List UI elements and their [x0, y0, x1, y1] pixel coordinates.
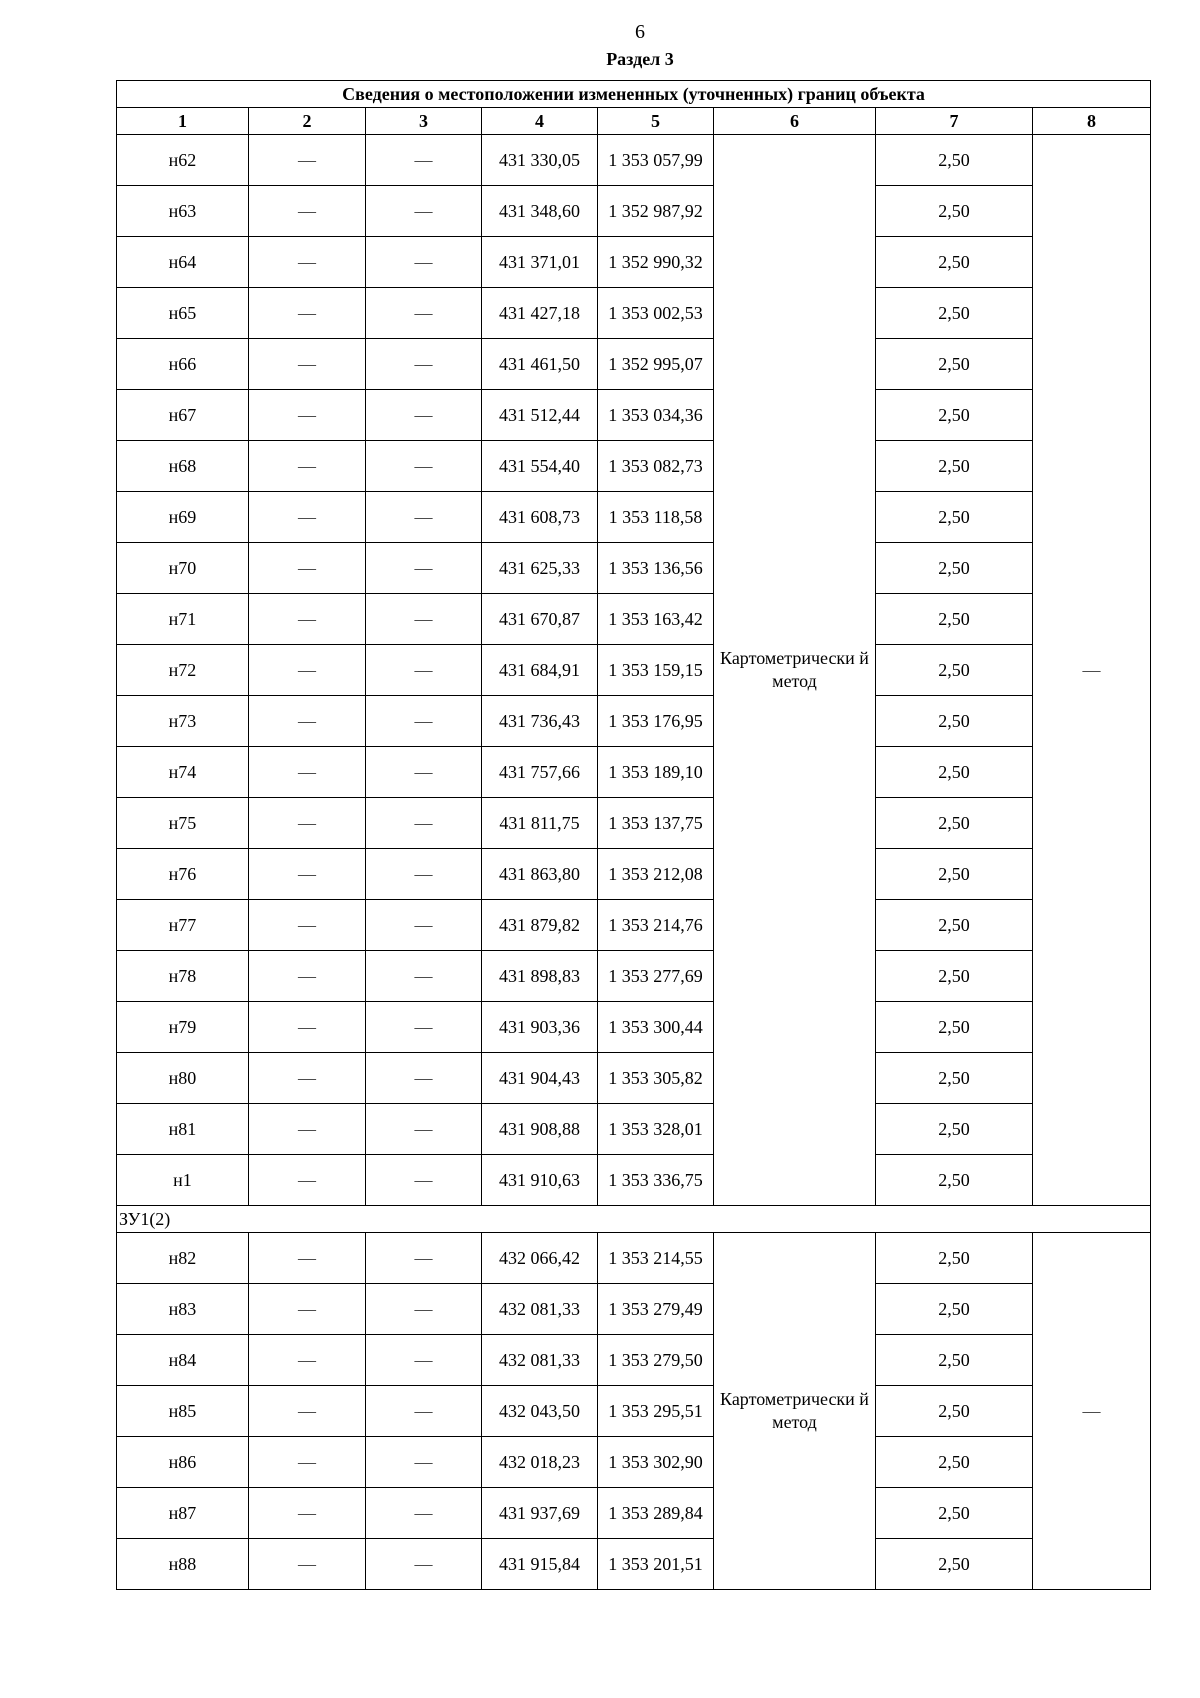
col2-value: —: [249, 186, 366, 237]
point-name: н84: [117, 1335, 249, 1386]
y-coordinate: 1 352 987,92: [598, 186, 714, 237]
col3-value: —: [366, 798, 482, 849]
y-coordinate: 1 353 118,58: [598, 492, 714, 543]
precision-value: 2,50: [876, 1437, 1033, 1488]
column-number: 3: [366, 108, 482, 135]
table-row: [117, 1104, 1151, 1155]
x-coordinate: 431 427,18: [482, 288, 598, 339]
table-row: [117, 1233, 1151, 1284]
y-coordinate: 1 353 305,82: [598, 1053, 714, 1104]
x-coordinate: 431 736,43: [482, 696, 598, 747]
column-number-row: [117, 108, 1151, 135]
col3-value: —: [366, 1386, 482, 1437]
point-name: н86: [117, 1437, 249, 1488]
point-name: н67: [117, 390, 249, 441]
point-name: н82: [117, 1233, 249, 1284]
y-coordinate: 1 353 214,76: [598, 900, 714, 951]
col3-value: —: [366, 186, 482, 237]
col3-value: —: [366, 849, 482, 900]
col3-value: —: [366, 900, 482, 951]
col2-value: —: [249, 1104, 366, 1155]
col2-value: —: [249, 696, 366, 747]
precision-value: 2,50: [876, 747, 1033, 798]
page-number: 6: [635, 21, 645, 43]
col3-value: —: [366, 237, 482, 288]
col3-value: —: [366, 492, 482, 543]
precision-value: 2,50: [876, 237, 1033, 288]
col2-value: —: [249, 798, 366, 849]
col3-value: —: [366, 390, 482, 441]
y-coordinate: 1 353 277,69: [598, 951, 714, 1002]
y-coordinate: 1 353 057,99: [598, 135, 714, 186]
x-coordinate: 431 757,66: [482, 747, 598, 798]
point-name: н81: [117, 1104, 249, 1155]
y-coordinate: 1 353 176,95: [598, 696, 714, 747]
group-label-row: [117, 1206, 1151, 1233]
x-coordinate: 431 915,84: [482, 1539, 598, 1590]
precision-value: 2,50: [876, 390, 1033, 441]
point-name: н87: [117, 1488, 249, 1539]
y-coordinate: 1 353 300,44: [598, 1002, 714, 1053]
col3-value: —: [366, 1437, 482, 1488]
point-name: н72: [117, 645, 249, 696]
x-coordinate: 432 018,23: [482, 1437, 598, 1488]
point-name: н71: [117, 594, 249, 645]
table-row: [117, 390, 1151, 441]
table-row: [117, 492, 1151, 543]
point-name: н65: [117, 288, 249, 339]
point-name: н63: [117, 186, 249, 237]
x-coordinate: 431 811,75: [482, 798, 598, 849]
group-label: ЗУ1(2): [117, 1206, 1151, 1233]
y-coordinate: 1 353 295,51: [598, 1386, 714, 1437]
precision-value: 2,50: [876, 594, 1033, 645]
column-number: 5: [598, 108, 714, 135]
col8-value: —: [1033, 135, 1151, 1206]
method-cell: Картометрически й метод: [714, 135, 876, 1206]
column-number: 1: [117, 108, 249, 135]
x-coordinate: 431 670,87: [482, 594, 598, 645]
col2-value: —: [249, 492, 366, 543]
table-row: [117, 1539, 1151, 1590]
col2-value: —: [249, 1002, 366, 1053]
precision-value: 2,50: [876, 1386, 1033, 1437]
column-number: 8: [1033, 108, 1151, 135]
col3-value: —: [366, 1233, 482, 1284]
col2-value: —: [249, 1539, 366, 1590]
precision-value: 2,50: [876, 1539, 1033, 1590]
col3-value: —: [366, 135, 482, 186]
x-coordinate: 431 608,73: [482, 492, 598, 543]
col2-value: —: [249, 1335, 366, 1386]
y-coordinate: 1 353 159,15: [598, 645, 714, 696]
method-cell: Картометрически й метод: [714, 1233, 876, 1590]
y-coordinate: 1 353 289,84: [598, 1488, 714, 1539]
point-name: н68: [117, 441, 249, 492]
precision-value: 2,50: [876, 1488, 1033, 1539]
x-coordinate: 431 937,69: [482, 1488, 598, 1539]
y-coordinate: 1 353 214,55: [598, 1233, 714, 1284]
precision-value: 2,50: [876, 135, 1033, 186]
y-coordinate: 1 353 189,10: [598, 747, 714, 798]
point-name: н83: [117, 1284, 249, 1335]
col3-value: —: [366, 1053, 482, 1104]
col3-value: —: [366, 594, 482, 645]
col2-value: —: [249, 747, 366, 798]
column-number: 7: [876, 108, 1033, 135]
precision-value: 2,50: [876, 543, 1033, 594]
point-name: н70: [117, 543, 249, 594]
x-coordinate: 431 461,50: [482, 339, 598, 390]
table-row: [117, 441, 1151, 492]
x-coordinate: 431 904,43: [482, 1053, 598, 1104]
x-coordinate: 431 348,60: [482, 186, 598, 237]
y-coordinate: 1 353 034,36: [598, 390, 714, 441]
table-row: [117, 1335, 1151, 1386]
col2-value: —: [249, 951, 366, 1002]
point-name: н1: [117, 1155, 249, 1206]
y-coordinate: 1 353 137,75: [598, 798, 714, 849]
x-coordinate: 432 081,33: [482, 1335, 598, 1386]
point-name: н74: [117, 747, 249, 798]
table-row: [117, 1155, 1151, 1206]
table-row: [117, 645, 1151, 696]
col3-value: —: [366, 1104, 482, 1155]
y-coordinate: 1 353 136,56: [598, 543, 714, 594]
y-coordinate: 1 353 328,01: [598, 1104, 714, 1155]
x-coordinate: 431 371,01: [482, 237, 598, 288]
precision-value: 2,50: [876, 492, 1033, 543]
table-row: [117, 1437, 1151, 1488]
col2-value: —: [249, 900, 366, 951]
table-row: [117, 186, 1151, 237]
boundary-coordinates-table: [116, 80, 1151, 1590]
col2-value: —: [249, 390, 366, 441]
x-coordinate: 432 081,33: [482, 1284, 598, 1335]
x-coordinate: 431 554,40: [482, 441, 598, 492]
col3-value: —: [366, 951, 482, 1002]
table-row: [117, 849, 1151, 900]
table-row: [117, 339, 1151, 390]
col3-value: —: [366, 339, 482, 390]
col3-value: —: [366, 1155, 482, 1206]
col2-value: —: [249, 849, 366, 900]
col2-value: —: [249, 135, 366, 186]
table-row: [117, 951, 1151, 1002]
y-coordinate: 1 353 302,90: [598, 1437, 714, 1488]
col2-value: —: [249, 1053, 366, 1104]
table-row: [117, 1284, 1151, 1335]
table-row: [117, 696, 1151, 747]
point-name: н77: [117, 900, 249, 951]
point-name: н62: [117, 135, 249, 186]
point-name: н73: [117, 696, 249, 747]
column-number: 6: [714, 108, 876, 135]
col3-value: —: [366, 747, 482, 798]
y-coordinate: 1 353 279,50: [598, 1335, 714, 1386]
precision-value: 2,50: [876, 951, 1033, 1002]
point-name: н66: [117, 339, 249, 390]
col2-value: —: [249, 339, 366, 390]
precision-value: 2,50: [876, 1155, 1033, 1206]
precision-value: 2,50: [876, 645, 1033, 696]
precision-value: 2,50: [876, 339, 1033, 390]
col2-value: —: [249, 1284, 366, 1335]
point-name: н80: [117, 1053, 249, 1104]
column-number: 4: [482, 108, 598, 135]
table-row: [117, 237, 1151, 288]
col2-value: —: [249, 1155, 366, 1206]
x-coordinate: 431 512,44: [482, 390, 598, 441]
precision-value: 2,50: [876, 441, 1033, 492]
y-coordinate: 1 353 201,51: [598, 1539, 714, 1590]
column-number: 2: [249, 108, 366, 135]
precision-value: 2,50: [876, 900, 1033, 951]
point-name: н75: [117, 798, 249, 849]
table-row: [117, 543, 1151, 594]
precision-value: 2,50: [876, 1335, 1033, 1386]
col2-value: —: [249, 288, 366, 339]
x-coordinate: 431 879,82: [482, 900, 598, 951]
x-coordinate: 431 330,05: [482, 135, 598, 186]
x-coordinate: 431 863,80: [482, 849, 598, 900]
point-name: н79: [117, 1002, 249, 1053]
y-coordinate: 1 353 002,53: [598, 288, 714, 339]
table-row: [117, 1488, 1151, 1539]
precision-value: 2,50: [876, 1284, 1033, 1335]
col2-value: —: [249, 543, 366, 594]
point-name: н76: [117, 849, 249, 900]
table-caption: Сведения о местоположении измененных (уточненных) границ объекта: [117, 81, 1151, 108]
x-coordinate: 432 043,50: [482, 1386, 598, 1437]
section-title: Раздел 3: [606, 49, 674, 69]
x-coordinate: 431 903,36: [482, 1002, 598, 1053]
col8-value: —: [1033, 1233, 1151, 1590]
table-row: [117, 747, 1151, 798]
col3-value: —: [366, 441, 482, 492]
y-coordinate: 1 353 279,49: [598, 1284, 714, 1335]
col3-value: —: [366, 1284, 482, 1335]
col2-value: —: [249, 237, 366, 288]
x-coordinate: 431 910,63: [482, 1155, 598, 1206]
x-coordinate: 432 066,42: [482, 1233, 598, 1284]
precision-value: 2,50: [876, 798, 1033, 849]
table-row: [117, 1002, 1151, 1053]
table-row: [117, 135, 1151, 186]
x-coordinate: 431 625,33: [482, 543, 598, 594]
col2-value: —: [249, 1386, 366, 1437]
precision-value: 2,50: [876, 186, 1033, 237]
point-name: н64: [117, 237, 249, 288]
table-row: [117, 1386, 1151, 1437]
col2-value: —: [249, 1233, 366, 1284]
col2-value: —: [249, 594, 366, 645]
table-row: [117, 798, 1151, 849]
table-row: [117, 594, 1151, 645]
y-coordinate: 1 353 212,08: [598, 849, 714, 900]
precision-value: 2,50: [876, 1053, 1033, 1104]
col3-value: —: [366, 1335, 482, 1386]
col2-value: —: [249, 1488, 366, 1539]
col3-value: —: [366, 696, 482, 747]
col3-value: —: [366, 543, 482, 594]
col2-value: —: [249, 441, 366, 492]
table-row: [117, 900, 1151, 951]
col2-value: —: [249, 645, 366, 696]
x-coordinate: 431 684,91: [482, 645, 598, 696]
col3-value: —: [366, 1002, 482, 1053]
precision-value: 2,50: [876, 849, 1033, 900]
y-coordinate: 1 352 990,32: [598, 237, 714, 288]
point-name: н69: [117, 492, 249, 543]
table-row: [117, 1053, 1151, 1104]
precision-value: 2,50: [876, 288, 1033, 339]
x-coordinate: 431 898,83: [482, 951, 598, 1002]
y-coordinate: 1 353 082,73: [598, 441, 714, 492]
x-coordinate: 431 908,88: [482, 1104, 598, 1155]
point-name: н88: [117, 1539, 249, 1590]
point-name: н78: [117, 951, 249, 1002]
col3-value: —: [366, 288, 482, 339]
col3-value: —: [366, 1488, 482, 1539]
col2-value: —: [249, 1437, 366, 1488]
y-coordinate: 1 353 336,75: [598, 1155, 714, 1206]
point-name: н85: [117, 1386, 249, 1437]
col3-value: —: [366, 1539, 482, 1590]
y-coordinate: 1 353 163,42: [598, 594, 714, 645]
table-row: [117, 288, 1151, 339]
y-coordinate: 1 352 995,07: [598, 339, 714, 390]
precision-value: 2,50: [876, 1002, 1033, 1053]
col3-value: —: [366, 645, 482, 696]
precision-value: 2,50: [876, 1104, 1033, 1155]
precision-value: 2,50: [876, 1233, 1033, 1284]
precision-value: 2,50: [876, 696, 1033, 747]
